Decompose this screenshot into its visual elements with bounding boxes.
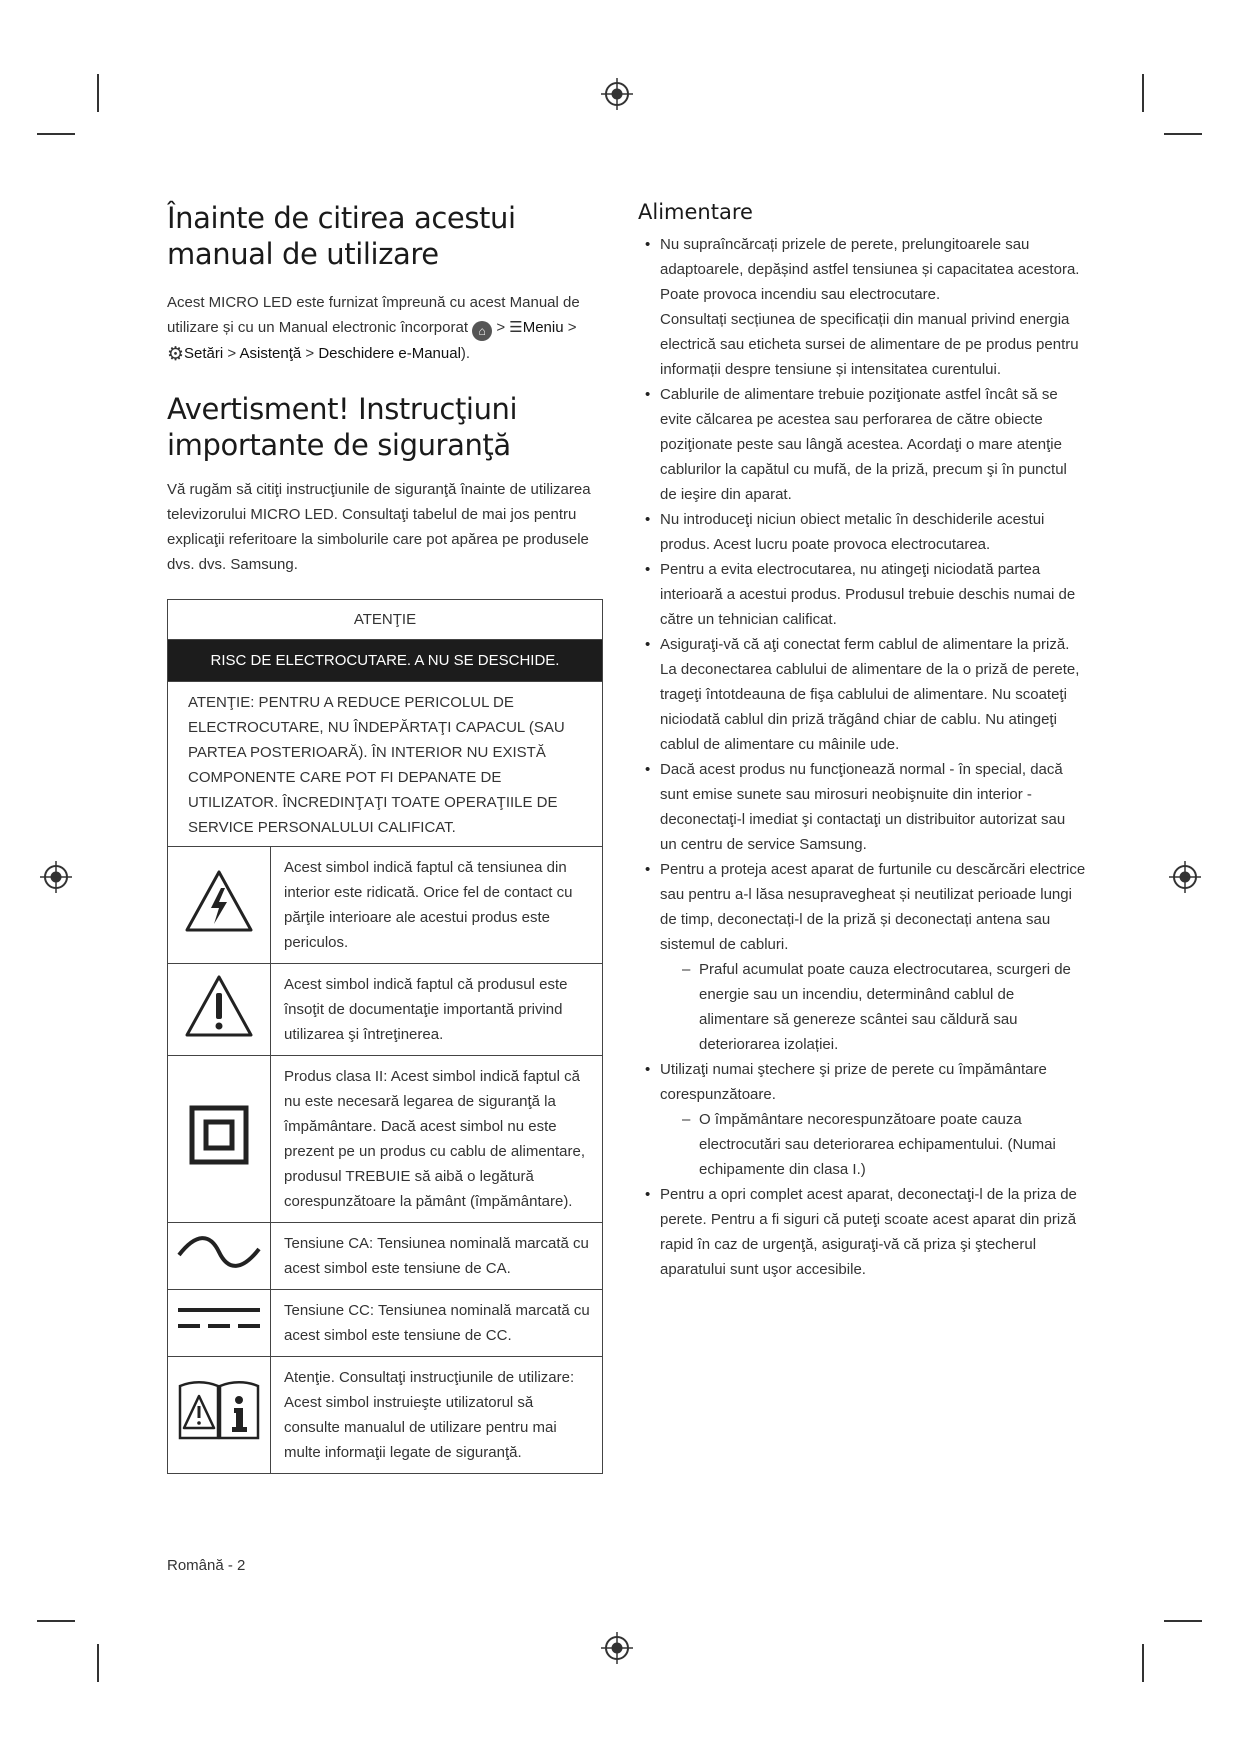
list-item-text: Pentru a proteja acest aparat de furtunile cu descărcări electrice sau pentru a-l lăsa nesupravegheat și neutilizat perioade lungi de timp, deconectați-l de la priză și deconectați antena sau sistemul de cabluri. — [660, 861, 1086, 953]
dc-voltage-icon — [176, 1304, 262, 1334]
emanual-label: Deschidere e-Manual — [318, 345, 461, 362]
ac-voltage-icon — [176, 1235, 262, 1269]
gear-icon: ⚙ — [167, 344, 185, 365]
list-item: • Dacă acest produs nu funcţionează normal - în special, dacă sunt emise sunete sau mirosuri neobişnuite din interior - deconectaţi-l imediat şi contactaţi un distribuitor autorizat sau un centru de service Samsung. — [638, 757, 1086, 857]
registration-mark-icon — [39, 860, 73, 894]
high-voltage-icon — [183, 868, 255, 934]
table-banner: RISC DE ELECTROCUTARE. A NU SE DESCHIDE. — [168, 640, 603, 682]
separator: > — [563, 319, 577, 336]
crop-mark — [1164, 1620, 1202, 1622]
support-label: Asistenţă — [239, 345, 302, 362]
list-item: • Cablurile de alimentare trebuie poziţionate astfel încât să se evite călcarea pe acestea sau perforarea de către obiecte poziţionate peste sau lângă acestea. Acordaţi o mare atenţie cablurilor la capătul cu mufă, de la priză, precum şi în punctul de ieşire din aparat. — [638, 382, 1086, 507]
crop-mark — [97, 1644, 99, 1682]
list-item: • Pentru a opri complet acest aparat, deconectaţi-l de la priza de perete. Pentru a fi siguri că puteţi scoate acest aparat din priză rapid în caz de urgenţă, asiguraţi-vă că priza şi ştecherul aparatului sunt uşor accesibile. — [638, 1182, 1086, 1282]
table-row — [168, 1056, 603, 1223]
registration-mark-icon — [600, 77, 634, 111]
safety-title: Avertisment! Instrucţiuni importante de siguranţă — [167, 392, 518, 462]
list-item — [638, 232, 1086, 382]
crop-mark — [1142, 1644, 1144, 1682]
intro-paragraph — [167, 290, 603, 367]
symbol-cell — [168, 1290, 271, 1357]
list-item-text: Nu supraîncărcați prizele de perete, prelungitoarele sau adaptoarele, depășind astfel tensiunea și capacitatea acestora. Poate provoca incendiu sau electrocutare. — [660, 236, 1080, 303]
separator: > — [492, 319, 510, 336]
crop-mark — [1164, 133, 1202, 135]
symbol-description: Atenţie. Consultaţi instrucţiunile de utilizare: Acest simbol instruieşte utilizatorul să consulte manualul de utilizare pentru mai multe informaţii legate de siguranţă. — [271, 1357, 603, 1474]
home-icon: ⌂ — [472, 321, 492, 341]
symbol-cell — [168, 1223, 271, 1290]
symbol-cell — [168, 1056, 271, 1223]
intro-title: Înainte de citirea acestui manual de utilizare — [167, 201, 516, 271]
list-item: • Pentru a evita electrocutarea, nu atingeţi niciodată partea interioară a acestui produs. Produsul trebuie deschis numai de către un tehnician calificat. — [638, 557, 1086, 632]
symbol-description: Acest simbol indică faptul că tensiunea din interior este ridicată. Orice fel de contact cu părţile interioare ale acestui produs este periculos. — [271, 847, 603, 964]
manual-warning-icon — [176, 1378, 262, 1444]
list-item: • Nu introduceţi niciun obiect metalic în deschiderile acestui produs. Acest lucru poate provoca electrocutarea. — [638, 507, 1086, 557]
registration-mark-icon — [600, 1631, 634, 1665]
sub-list — [660, 957, 1086, 1057]
page-footer: Română - 2 — [167, 1557, 246, 1574]
symbol-cell — [168, 847, 271, 964]
symbol-cell — [168, 1357, 271, 1474]
intro-text: Acest MICRO LED este furnizat împreună cu acest Manual de utilizare și cu un Manual electronic încorporat — [167, 294, 580, 336]
crop-mark — [1142, 74, 1144, 112]
caution-text: ATENŢIE: PENTRU A REDUCE PERICOLUL DE ELECTROCUTARE, NU ÎNDEPĂRTAŢI CAPACUL (SAU PARTEA POSTERIOARĂ). ÎN INTERIOR NU EXISTĂ COMPONENTE CARE POT FI DEPANATE DE UTILIZATOR. ÎNCREDINŢAŢI TOATE OPERAŢIILE DE SERVICE PERSONALULUI CALIFICAT. — [168, 682, 603, 847]
table-row — [168, 964, 603, 1056]
closing-punctuation: ). — [460, 345, 471, 362]
left-column — [167, 200, 603, 1474]
table-row — [168, 1357, 603, 1474]
right-column — [638, 200, 1086, 1282]
table-row — [168, 847, 603, 964]
sub-list-item: – Praful acumulat poate cauza electrocutarea, scurgeri de energie sau un incendiu, determinând cablul de alimentare să genereze scântei sau căldură sau deteriorarea izolației. — [680, 957, 1086, 1057]
crop-mark — [37, 133, 75, 135]
list-item-text: Consultați secțiunea de specificații din manual privind energia electrică sau eticheta sursei de alimentare de pe produs pentru informații despre tensiune și intensitatea curentului. — [660, 311, 1079, 378]
crop-mark — [37, 1620, 75, 1622]
power-title: Alimentare — [638, 200, 753, 224]
symbol-description: Acest simbol indică faptul că produsul este însoţit de documentaţie importantă privind utilizarea şi întreţinerea. — [271, 964, 603, 1056]
list-item — [638, 857, 1086, 1057]
symbol-description: Tensiune CC: Tensiunea nominală marcată cu acest simbol este tensiune de CC. — [271, 1290, 603, 1357]
menu-icon: ☰ — [509, 319, 523, 336]
settings-label: Setări — [184, 345, 224, 362]
crop-mark — [97, 74, 99, 112]
symbol-table — [167, 599, 603, 1474]
separator: > — [223, 345, 240, 362]
power-list — [638, 232, 1086, 1282]
safety-paragraph: Vă rugăm să citiţi instrucţiunile de siguranţă înainte de utilizarea televizorului MICRO LED. Consultaţi tabelul de mai jos pentru explicaţii referitoare la simbolurile care pot apărea pe produsele dvs. dvs. Samsung. — [167, 481, 591, 573]
list-item-text: Utilizaţi numai ştechere şi prize de perete cu împământare corespunzătoare. — [660, 1061, 1047, 1103]
symbol-description: Produs clasa II: Acest simbol indică faptul că nu este necesară legarea de siguranţă la împământare. Dacă acest simbol nu este prezent pe un produs cu cablu de alimentare, produsul TREBUIE să aibă o legătură corespunzătoare la pământ (împământare). — [271, 1056, 603, 1223]
table-heading: ATENŢIE — [168, 600, 603, 640]
symbol-cell — [168, 964, 271, 1056]
table-row — [168, 1223, 603, 1290]
registration-mark-icon — [1168, 860, 1202, 894]
separator: > — [301, 345, 319, 362]
menu-label: Meniu — [522, 319, 564, 336]
exclamation-triangle-icon — [183, 973, 255, 1039]
class-ii-icon — [188, 1104, 250, 1166]
symbol-description: Tensiune CA: Tensiunea nominală marcată cu acest simbol este tensiune de CA. — [271, 1223, 603, 1290]
sub-list — [660, 1107, 1086, 1182]
list-item: • Asiguraţi-vă că aţi conectat ferm cablul de alimentare la priză. La deconectarea cablului de alimentare de la o priză de perete, trageţi întotdeauna de fişa cablului de alimentare. Nu scoateţi niciodată cablul din priză trăgând chiar de cablu. Nu atingeţi cablul de alimentare cu mâinile ude. — [638, 632, 1086, 757]
table-row — [168, 1290, 603, 1357]
sub-list-item: – O împământare necorespunzătoare poate cauza electrocutări sau deteriorarea echipamentului. (Numai echipamente din clasa I.) — [680, 1107, 1086, 1182]
list-item — [638, 1057, 1086, 1182]
